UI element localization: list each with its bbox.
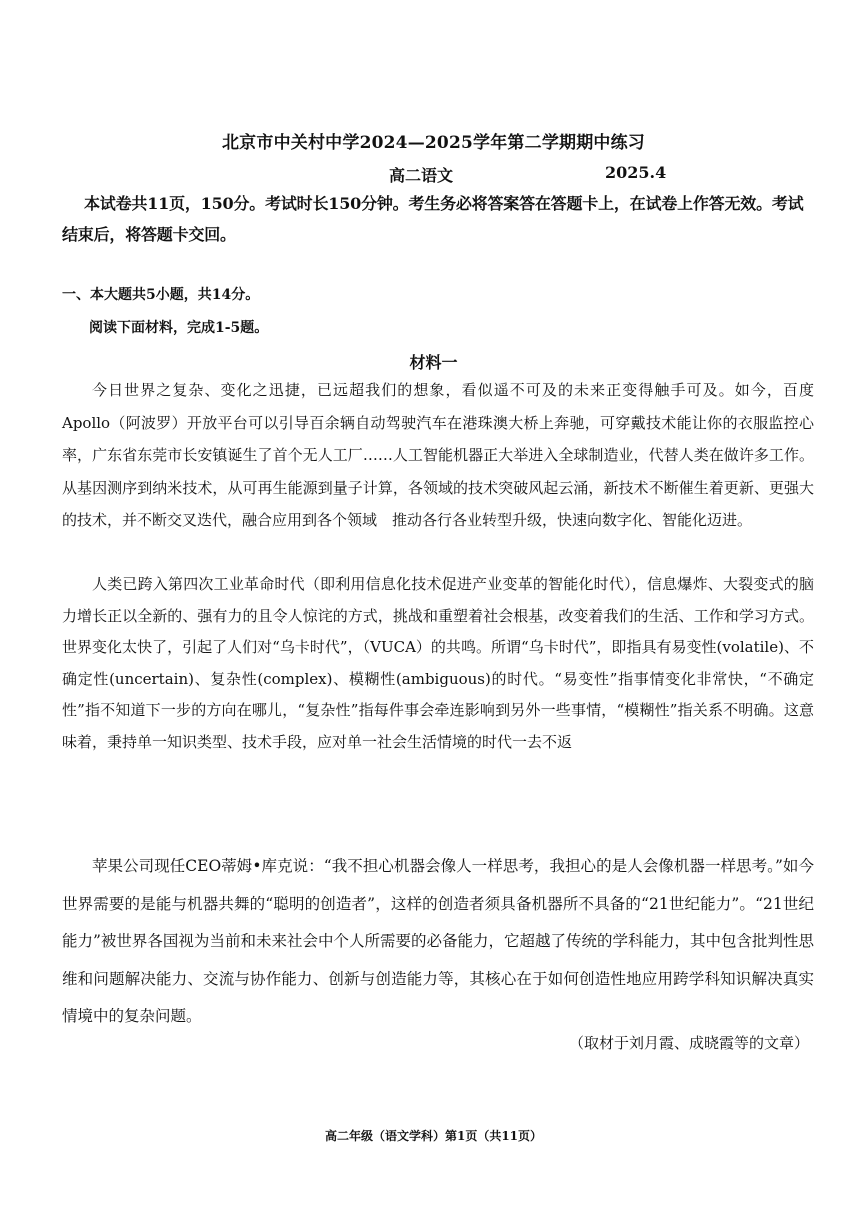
material-paragraph: 人类已跨入第四次工业革命时代（即利用信息化技术促进产业变革的智能化时代），信息爆炸、大裂变式的脑力增长正以全新的、强有力的且令人惊诧的方式，挑战和重塑着社会根基，改变着我们的生活、工作和学习方式。世界变化太快了，引起了人们对“乌卡时代”，（VUCA）的共鸣。所谓“乌卡时代”，即指具有易变性(volatile)、不确定性(uncertain)、复杂性(complex)、模糊性(ambiguous)的时代。“易变性”指事情变化非常快，“不确定性”指不知道下一步的方向在哪儿，“复杂性”指每件事会牵连影响到另外一些事情，“模糊性”指关系不明确。这意味着，秉持单一知识类型、技术手段，应对单一社会生活情境的时代一去不返 — [62, 575, 814, 751]
exam-title: 北京市中关村中学2024—2025学年第二学期期中练习 — [221, 133, 646, 153]
exam-subtitle — [0, 163, 867, 185]
section-heading: 一、本大题共5小题，共14分。 — [62, 287, 260, 303]
reading-prompt: 阅读下面材料，完成1-5题。 — [89, 320, 269, 336]
exam-date: 2025.4 — [605, 163, 667, 182]
material-paragraph: 今日世界之复杂、变化之迅捷，已远超我们的想象，看似遥不可及的未来正变得触手可及。如今，百度Apollo（阿波罗）开放平台可以引导百余辆自动驾驶汽车在港珠澳大桥上奔驰，可穿戴技术能让你的衣服监控心率，广东省东莞市长安镇诞生了首个无人工厂……人工智能机器正大举进入全球制造业，代替人类在做许多工作。从基因测序到纳米技术，从可再生能源到量子计算，各领域的技术突破风起云涌，新技术不断催生着更新、更强大的技术，并不断交叉迭代，融合应用到各个领域 推动各行各业转型升级，快速向数字化、智能化迈进。 — [62, 381, 814, 529]
exam-subject: 高二语文 — [389, 166, 454, 185]
material-title: 材料一 — [409, 353, 458, 372]
material-paragraph: 苹果公司现任CEO蒂姆•库克说：“我不担心机器会像人一样思考，我担心的是人会像机器一样思考。”如今世界需要的是能与机器共舞的“聪明的创造者”，这样的创造者须具备机器所不具备的“21世纪能力”。“21世纪能力”被世界各国视为当前和未来社会中个人所需要的必备能力，它超越了传统的学科能力，其中包含批判性思维和问题解决能力、交流与协作能力、创新与创造能力等，其核心在于如何创造性地应用跨学科知识解决真实情境中的复杂问题。 — [62, 857, 814, 1025]
material-source: （取材于刘月霞、成晓霞等的文章） — [568, 1034, 809, 1052]
exam-instructions: 本试卷共11页，150分。考试时长150分钟。考生务必将答案答在答题卡上，在试卷上作答无效。考试结束后，将答题卡交回。 — [62, 194, 804, 244]
page-footer: 高二年级（语文学科）第1页（共11页） — [324, 1129, 543, 1143]
